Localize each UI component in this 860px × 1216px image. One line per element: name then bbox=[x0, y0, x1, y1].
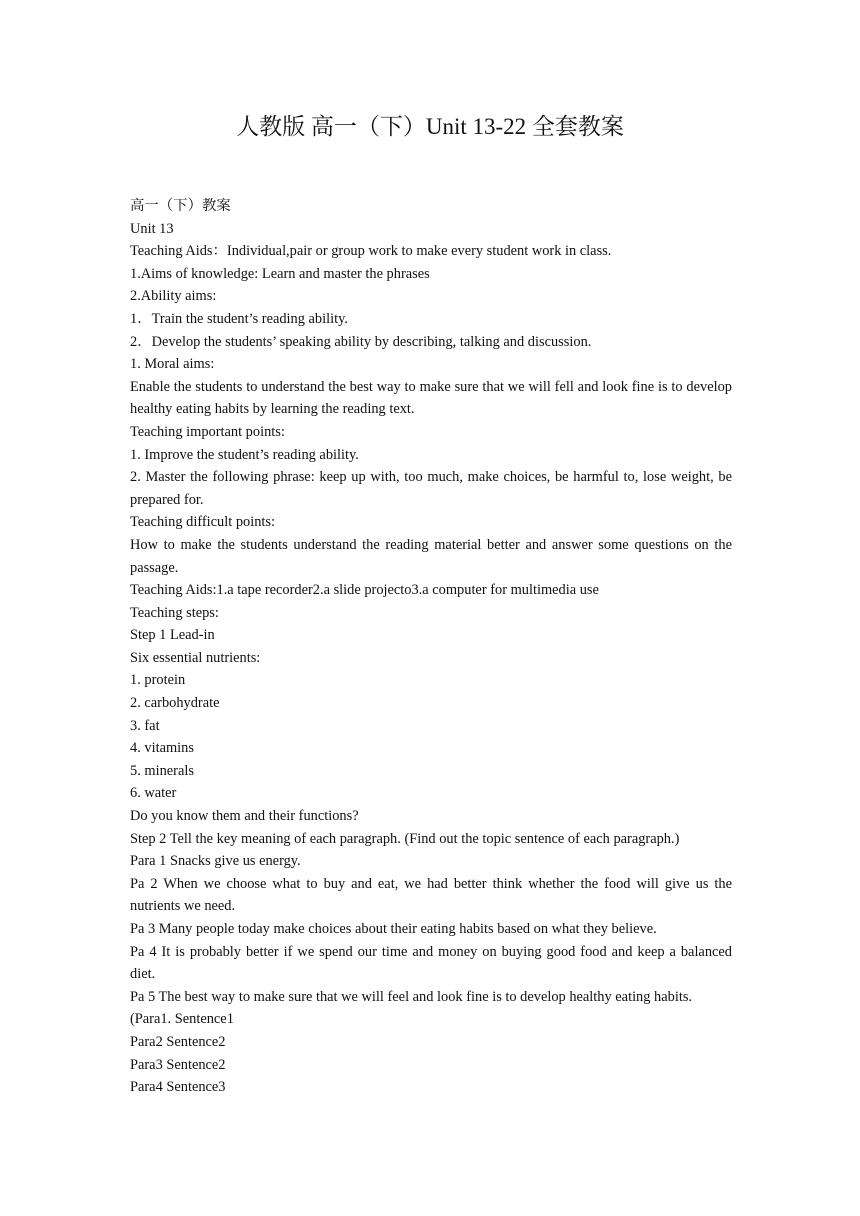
list-item: 6. water bbox=[130, 785, 177, 802]
text-line: Teaching steps: bbox=[130, 604, 219, 621]
text-line: Pa 3 Many people today make choices about their eating habits based on what they believe. bbox=[130, 921, 657, 937]
text-line: 1. Improve the student’s reading ability. bbox=[130, 446, 359, 463]
list-item: 2. carbohydrate bbox=[130, 695, 220, 712]
text-paragraph: How to make the students understand the reading material better and answer some questions on the passage. bbox=[130, 536, 732, 576]
text-paragraph: Pa 4 It is probably better if we spend our time and money on buying good food and keep a balanced diet. bbox=[130, 943, 732, 983]
list-item: 3. fat bbox=[130, 717, 160, 734]
text-line: Step 2 Tell the key meaning of each paragraph. (Find out the topic sentence of each paragraph.) bbox=[130, 830, 680, 847]
text-paragraph: Pa 2 When we choose what to buy and eat, we had better think whether the food will give us the nutrients we need. bbox=[130, 875, 732, 915]
text-paragraph: 2. Master the following phrase: keep up with, too much, make choices, be harmful to, lose weight, be prepared for. bbox=[130, 469, 732, 508]
text-line: 1．Train the student’s reading ability. bbox=[130, 310, 348, 327]
text-line: Six essential nutrients: bbox=[130, 649, 261, 666]
text-line: Teaching difficult points: bbox=[130, 514, 276, 531]
list-item: 5. minerals bbox=[130, 762, 194, 779]
text-line: Teaching Aids:1.a tape recorder2.a slide projecto3.a computer for multimedia use bbox=[130, 582, 599, 599]
document-title: 人教版 高一（下）Unit 13-22 全套教案 bbox=[236, 114, 624, 139]
text-line: 2．Develop the students’ speaking ability by describing, talking and discussion. bbox=[130, 333, 592, 350]
text-line: Do you know them and their functions? bbox=[130, 808, 359, 825]
text-line: 2.Ability aims: bbox=[130, 288, 217, 305]
list-item: 1. protein bbox=[130, 672, 186, 689]
text-line: 1.Aims of knowledge: Learn and master the phrases bbox=[130, 265, 430, 282]
text-line: 1. Moral aims: bbox=[130, 356, 215, 373]
list-item: 4. vitamins bbox=[130, 740, 194, 757]
text-line: (Para1. Sentence1 bbox=[130, 1011, 234, 1028]
text-line: Para4 Sentence3 bbox=[130, 1079, 226, 1096]
text-line: Para3 Sentence2 bbox=[130, 1056, 226, 1073]
text-line: Para2 Sentence2 bbox=[130, 1033, 226, 1050]
text-line: Teaching Aids：Individual,pair or group work to make every student work in class. bbox=[130, 243, 612, 260]
text-line: Teaching important points: bbox=[130, 423, 285, 440]
document-body bbox=[130, 195, 732, 1099]
unit-heading: Unit 13 bbox=[130, 220, 174, 237]
text-line: Step 1 Lead-in bbox=[130, 627, 215, 644]
text-paragraph: Enable the students to understand the best way to make sure that we will fell and look fine is to develop healthy eating habits by learning the reading text. bbox=[130, 378, 732, 418]
text-line: Pa 5 The best way to make sure that we will feel and look fine is to develop healthy eating habits. bbox=[130, 988, 693, 1005]
text-line: Para 1 Snacks give us energy. bbox=[130, 853, 301, 870]
section-heading: 高一（下）教案 bbox=[130, 198, 231, 214]
